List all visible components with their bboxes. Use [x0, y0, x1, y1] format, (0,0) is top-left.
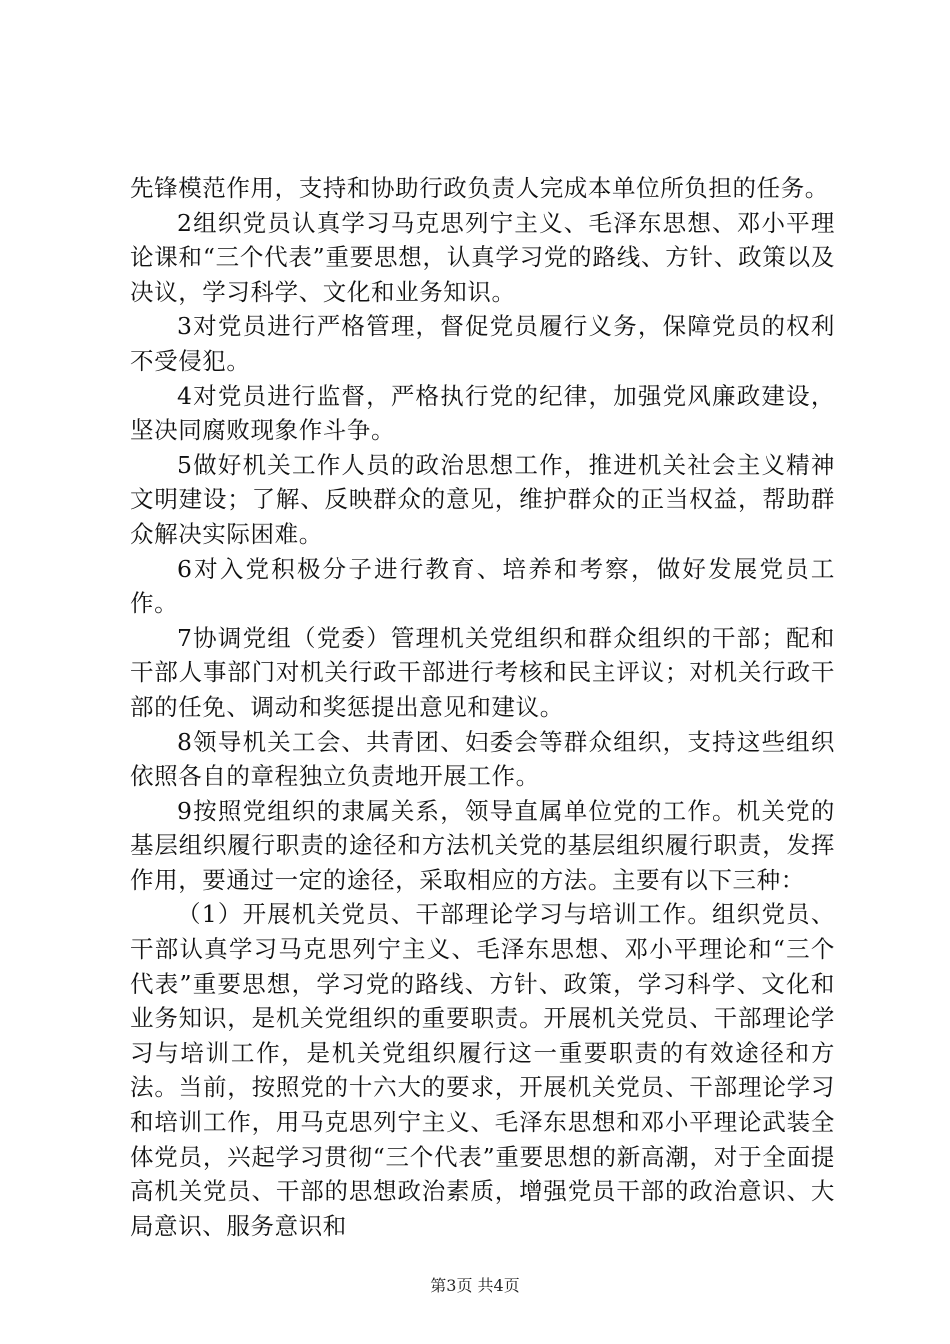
paragraph-continuation: 先锋模范作用，支持和协助行政负责人完成本单位所负担的任务。 [130, 174, 829, 202]
paragraph-item-7: 7协调党组（党委）管理机关党组织和群众组织的干部；配和干部人事部门对机关行政干部进行考核和民主评议；对机关行政干部的任免、调动和奖惩提出意见和建议。 [130, 623, 835, 721]
paragraph-item-4: 4对党员进行监督，严格执行党的纪律，加强党风廉政建设，坚决同腐败现象作斗争。 [130, 381, 835, 445]
document-body [130, 171, 835, 1243]
page-number-footer: 第3页 共4页 [430, 1276, 520, 1295]
paragraph-item-8: 8领导机关工会、共青团、妇委会等群众组织，支持这些组织依照各自的章程独立负责地开展工作。 [130, 727, 835, 791]
paragraph-item-2: 2组织党员认真学习马克思列宁主义、毛泽东思想、邓小平理论课和“三个代表”重要思想，认真学习党的路线、方针、政策以及决议，学习科学、文化和业务知识。 [130, 208, 835, 306]
paragraph-item-3: 3对党员进行严格管理，督促党员履行义务，保障党员的权利不受侵犯。 [130, 312, 835, 375]
paragraph-item-5: 5做好机关工作人员的政治思想工作，推进机关社会主义精神文明建设；了解、反映群众的意见，维护群众的正当权益，帮助群众解决实际困难。 [130, 450, 835, 548]
paragraph-item-9: 9按照党组织的隶属关系，领导直属单位党的工作。机关党的基层组织履行职责的途径和方法机关党的基层组织履行职责，发挥作用，要通过一定的途径，采取相应的方法。主要有以下三种： [130, 796, 835, 894]
paragraph-item-6: 6对入党积极分子进行教育、培养和考察，做好发展党员工作。 [130, 554, 835, 618]
paragraph-subitem-1: （1）开展机关党员、干部理论学习与培训工作。组织党员、干部认真学习马克思列宁主义、毛泽东思想、邓小平理论和“三个代表”重要思想，学习党的路线、方针、政策，学习科学、文化和业务知识，是机关党组织的重要职责。开展机关党员、干部理论学习与培训工作，是机关党组织履行这一重要职责的有效途径和方法。当前，按照党的十六大的要求，开展机关党员、干部理论学习和培训工作，用马克思列宁主义、毛泽东思想和邓小平理论武装全体党员，兴起学习贯彻“三个代表”重要思想的新高潮，对于全面提高机关党员、干部的思想政治素质，增强党员干部的政治意识、大局意识、服务意识和 [130, 900, 835, 1240]
